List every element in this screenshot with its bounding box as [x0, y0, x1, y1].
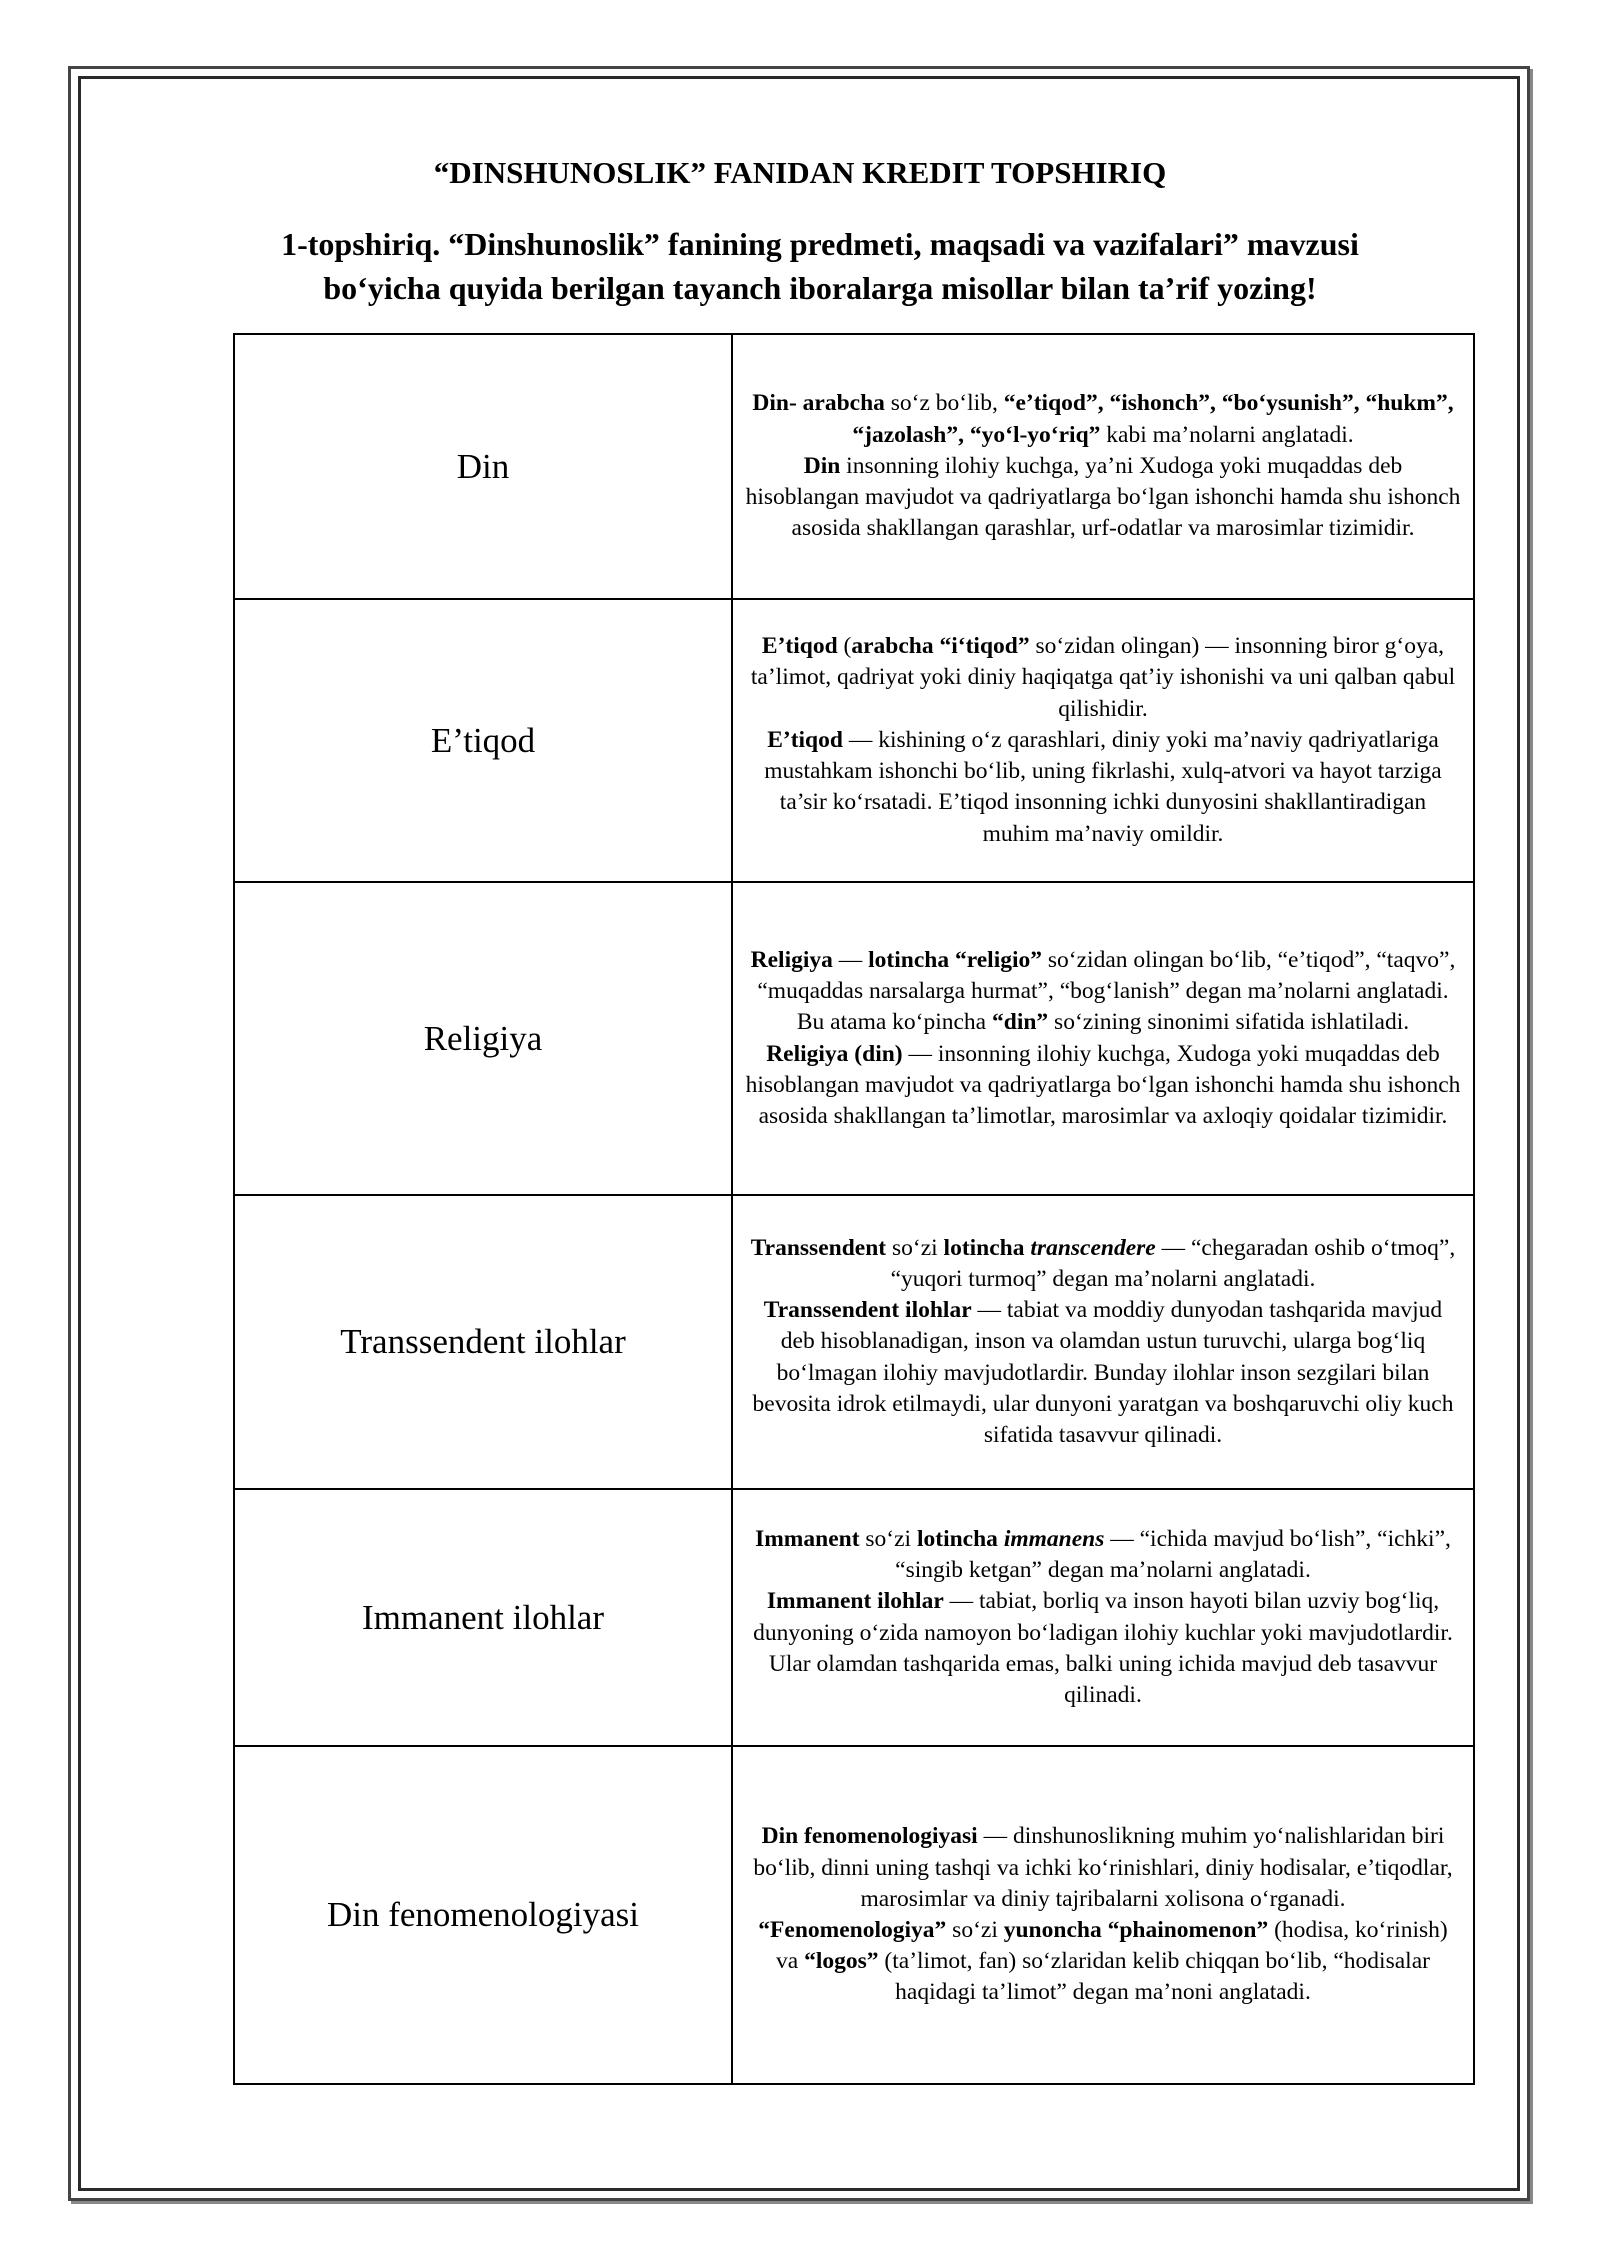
definition-paragraph — [745, 1821, 1461, 1915]
definition-text: so‘z bo‘lib, — [884, 390, 1004, 417]
term-cell: Religiya — [234, 882, 732, 1195]
definition-text: kabi ma’nolarni anglatadi. — [1100, 421, 1354, 448]
definition-bold-text: E’tiqod — [761, 633, 838, 660]
definition-text: — kishining o‘z qarashlari, diniy yoki ma’naviy qadriyatlariga mustahkam ishonchi bo‘lib, uning fikrlashi, xulq-atvori va hayot tarziga ta’sir ko‘rsatadi. E’tiqod insonning ichki dunyosini shakllantiradigan muhim ma’naviy omildir. — [764, 726, 1442, 847]
table-row — [234, 1746, 1474, 2084]
term-cell: Din fenomenologiyasi — [234, 1746, 732, 2084]
definition-bold-text: lotincha “religio” — [868, 946, 1043, 973]
term-cell: Din — [234, 334, 732, 599]
definition-bold-text: Din — [803, 452, 841, 479]
task-heading-line-2: bo‘yicha quyida berilgan tayanch iboralarga misollar bilan ta’rif yozing! — [323, 270, 1317, 306]
definition-bold-text: yunoncha “phainomenon” — [1003, 1917, 1269, 1943]
definition-text: so‘zi — [859, 1525, 917, 1552]
definition-bold-text: Transsendent — [750, 1234, 887, 1261]
definition-cell — [732, 1489, 1474, 1746]
definition-text: — “chegaradan oshib o‘tmoq”, “yuqori turmoq” degan ma’nolarni anglatadi. — [890, 1234, 1456, 1292]
definition-paragraph — [745, 1233, 1461, 1295]
definition-paragraph — [745, 945, 1461, 1039]
definition-bold-text: lotincha — [943, 1234, 1025, 1261]
definition-bold-text: “logos” — [804, 1948, 879, 1975]
table-row — [234, 1489, 1474, 1746]
definition-italic-text: transcendere — [1030, 1234, 1156, 1261]
definitions-table — [233, 333, 1475, 2085]
definition-text: — tabiat, borliq va inson hayoti bilan uzviy bog‘liq, dunyoning o‘zida namoyon bo‘ladigan ilohiy kuchlar yoki mavjudotlardir. Ular olamdan tashqarida emas, balki uning ichida mavjud deb tasavvur qilinadi. — [753, 1588, 1453, 1708]
definition-bold-text: Religiya — [750, 946, 833, 973]
definition-cell — [732, 1746, 1474, 2084]
task-heading — [240, 222, 1400, 310]
definition-text: so‘zi — [886, 1234, 944, 1261]
definition-text: so‘zining sinonimi sifatida ishlatiladi. — [1048, 1009, 1410, 1036]
definition-bold-text: Din- arabcha — [752, 390, 885, 417]
definition-text: — — [832, 946, 869, 973]
term-cell: Immanent ilohlar — [234, 1489, 732, 1746]
definition-cell — [732, 334, 1474, 599]
definition-paragraph — [745, 388, 1461, 450]
definition-text: — “ichida mavjud bo‘lish”, “ichki”, “singib ketgan” degan ma’nolarni anglatadi. — [895, 1525, 1451, 1584]
table-row — [234, 882, 1474, 1195]
definition-bold-text: Transsendent ilohlar — [763, 1297, 972, 1324]
term-cell: Transsendent ilohlar — [234, 1195, 732, 1489]
definition-cell — [732, 1195, 1474, 1489]
definition-text: — tabiat va moddiy dunyodan tashqarida mavjud deb hisoblanadigan, inson va olamdan ustun turuvchi, ularga bog‘liq bo‘lmagan ilohiy mavjudotlardir. Bunday ilohlar inson sezgilari bilan bevosita idrok etilmaydi, ular dunyoni yaratgan va boshqaruvchi oliy kuch sifatida tasavvur qilinadi. — [752, 1297, 1454, 1448]
definition-bold-text: arabcha “i‘tiqod” — [851, 633, 1030, 660]
definition-italic-text: immanens — [1003, 1525, 1105, 1552]
definition-text: ( — [837, 633, 852, 660]
definition-paragraph — [745, 1915, 1461, 2009]
table-row — [234, 334, 1474, 599]
definition-cell — [732, 599, 1474, 882]
definition-text: — dinshunoslikning muhim yo‘nalishlaridan biri bo‘lib, dinni uning tashqi va ichki ko‘rinishlari, diniy hodisalar, e’tiqodlar, marosimlar va diniy tajribalarni xolisona o‘rganadi. — [753, 1823, 1453, 1912]
definition-text: (hodisa, ko‘rinish) va — [776, 1917, 1448, 1975]
definition-paragraph — [745, 1295, 1461, 1451]
definition-bold-text: Religiya (din) — [766, 1040, 903, 1067]
definition-text: so‘zi — [946, 1917, 1004, 1943]
definition-bold-text: Din fenomenologiyasi — [761, 1823, 978, 1850]
definition-bold-text: Immanent ilohlar — [766, 1588, 944, 1615]
term-cell: E’tiqod — [234, 599, 732, 882]
definition-text: so‘zidan olingan bo‘lib, “e’tiqod”, “taqvo”, “muqaddas narsalarga hurmat”, “bog‘lanish” degan ma’nolarni anglatadi. Bu atama ko‘pincha — [757, 946, 1456, 1036]
definition-bold-text: E’tiqod — [767, 726, 843, 753]
definition-paragraph — [745, 1586, 1461, 1711]
table-row — [234, 1195, 1474, 1489]
definition-cell — [732, 882, 1474, 1195]
definition-text: so‘zidan olingan) — insonning biror g‘oya, ta’limot, qadriyat yoki diniy haqiqatga qat’iy ishonishi va uni qalban qabul qilishidir. — [750, 633, 1456, 722]
definition-text: insonning ilohiy kuchga, ya’ni Xudoga yoki muqaddas deb hisoblangan mavjudot va qadriyatlarga bo‘lgan ishonchi hamda shu ishonch asosida shakllangan qarashlar, urf-odatlar va marosimlar tizimidir. — [745, 452, 1461, 542]
definition-bold-text: “din” — [992, 1009, 1049, 1036]
definition-bold-text: Immanent — [755, 1525, 860, 1552]
task-heading-line-1: 1-topshiriq. “Dinshunoslik” fanining predmeti, maqsadi va vazifalari” mavzusi — [281, 226, 1359, 262]
document-title: “DINSHUNOSLIK” FANIDAN KREDIT TOPSHIRIQ — [433, 155, 1167, 190]
definition-text: (ta’limot, fan) so‘zlaridan kelib chiqqan bo‘lib, “hodisalar haqidagi ta’limot” degan ma’noni anglatadi. — [878, 1948, 1430, 2006]
definition-paragraph — [745, 1039, 1461, 1133]
definition-bold-text: “Fenomenologiya” — [758, 1917, 947, 1943]
definition-paragraph — [745, 451, 1461, 545]
table-row — [234, 599, 1474, 882]
definition-bold-text: lotincha — [916, 1525, 998, 1552]
definition-paragraph — [745, 1524, 1461, 1586]
definition-paragraph — [745, 631, 1461, 725]
definition-text: — insonning ilohiy kuchga, Xudoga yoki muqaddas deb hisoblangan mavjudot va qadriyatlarga bo‘lgan ishonchi hamda shu ishonch asosida shakllangan ta’limotlar, marosimlar va axloqiy qoidalar tizimidir. — [745, 1040, 1461, 1129]
definition-paragraph — [745, 725, 1461, 850]
definition-bold-text: “e’tiqod”, “ishonch”, “bo‘ysunish”, “hukm”, “jazolash”, “yo‘l-yo‘riq” — [852, 390, 1454, 448]
